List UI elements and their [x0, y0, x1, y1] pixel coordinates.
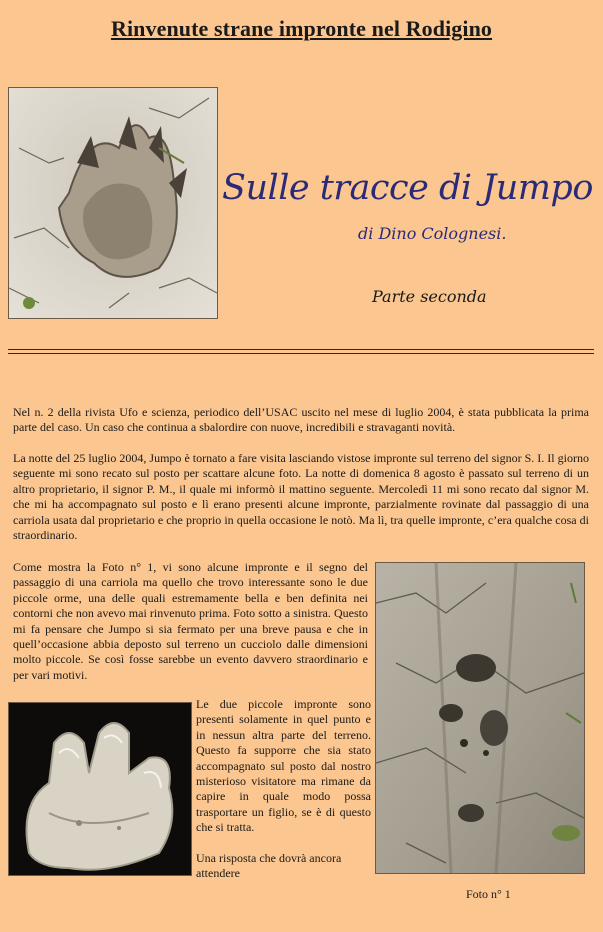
- paragraph-events: La notte del 25 luglio 2004, Jumpo è tornato a fare visita lasciando vistose impronte sul terreno del signor S. I. Il giorno seguente mi sono recato sul posto per scattare alcune foto. La notte di domenica 8 agosto è passato sul terreno di un altro proprietario, il signor P. M., il quale mi informò il mattino seguente. Mercoledì 11 mi sono recato dal signor M. che mi ha accompagnato sul posto e lì erano presenti alcune impronte, parzialmente rovinate dal passaggio di una carriola usata dal proprietario e che proprio in quella occasione le notò. Ma lì, tra quelle impronte, c’era qualche cosa di straordinario.: [13, 451, 589, 543]
- paragraph-intro: Nel n. 2 della rivista Ufo e scienza, periodico dell’USAC uscito nel mese di luglio 2004, è stata pubblicata la prima parte del caso. Un caso che continua a sbalordire con nuove, incredibili e stravaganti novità.: [13, 405, 589, 435]
- article-heading: Sulle tracce di Jumpo: [222, 168, 593, 208]
- footprint-photo-top: [8, 87, 218, 319]
- page-title: Rinvenute strane impronte nel Rodigino: [110, 16, 493, 41]
- footprint-photo-1: [375, 562, 585, 874]
- article-author: di Dino Colognesi.: [358, 224, 507, 243]
- article-part: Parte seconda: [372, 287, 487, 306]
- paragraph-conclusion: Una risposta che dovrà ancora attendere: [196, 851, 342, 881]
- divider-bottom: [8, 353, 594, 354]
- photo-caption: Foto n° 1: [466, 887, 511, 901]
- paragraph-photo-description: Come mostra la Foto n° 1, vi sono alcune impronte e il segno del passaggio di una carriola ma quello che trovo interessante sono le due piccole orme, una delle quali estremamente bella e ben definita nei contorni che non avevo mai rinvenuto prima. Foto sotto a sinistra. Questo mi fa pensare che Jumpo si sia fermato per una breve pausa e che in quell’occasione abbia deposto sul terreno un cucciolo dalle dimensioni molto piccole. Se così fosse sarebbe un evento davvero straordinario e per vari motivi.: [13, 560, 368, 682]
- paragraph-small-prints: Le due piccole impronte sono presenti solamente in quel punto e in nessun altra parte del terreno. Questo fa supporre che sia stato accompagnato sul posto dal nostro misterioso visitatore ma rimane da capire in quale modo possa trasportare un figlio, se è di questo che si tratta.: [196, 697, 371, 835]
- divider-top: [8, 349, 594, 350]
- plaster-cast-photo: [8, 702, 192, 876]
